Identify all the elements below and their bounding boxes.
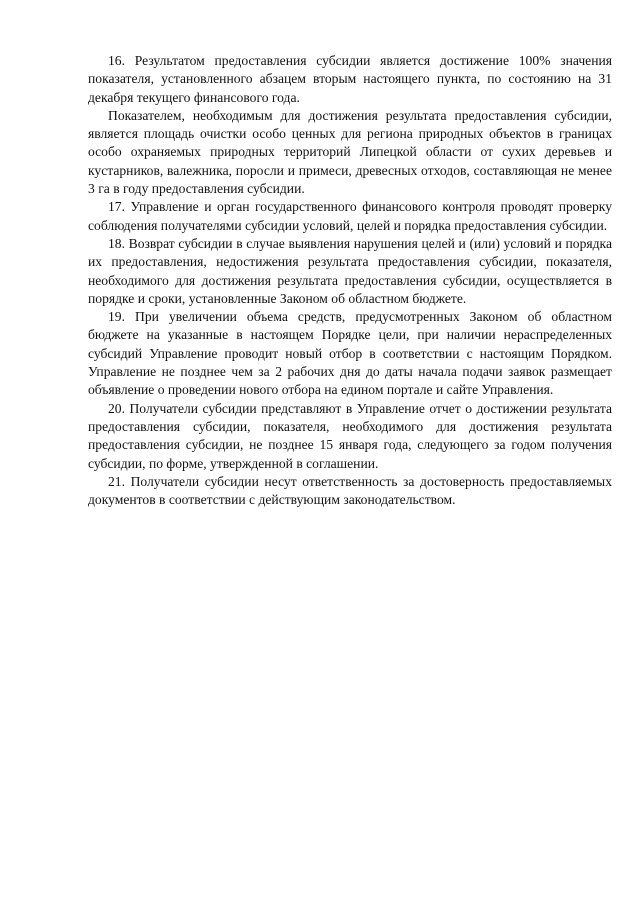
paragraph-16: 16. Результатом предоставления субсидии является достижение 100% значения показателя, установленного абзацем вторым настоящего пункта, по состоянию на 31 декабря текущего финансового года.: [88, 53, 612, 105]
document-body: [88, 52, 612, 509]
paragraph-21: 21. Получатели субсидии несут ответственность за достоверность предоставляемых документов в соответствии с действующим законодательством.: [88, 473, 612, 508]
paragraph-17: 17. Управление и орган государственного финансового контроля проводят проверку соблюдения получателями субсидии условий, целей и порядка предоставления субсидии.: [88, 199, 612, 233]
paragraph-18: 18. Возврат субсидии в случае выявления нарушения целей и (или) условий и порядка их предоставления, недостижения результата предоставления субсидии, показателя, необходимого для достижения результата предоставления субсидии, осуществляется в порядке и сроки, установленные Законом об областном бюджете.: [88, 235, 612, 306]
paragraph-20: 20. Получатели субсидии представляют в Управление отчет о достижении результата предоставления субсидии, показателя, необходимого для достижения результата предоставления субсидии, не позднее 15 января года, следующего за годом получения субсидии, по форме, утвержденной в соглашении.: [88, 400, 612, 471]
paragraph-19: 19. При увеличении объема средств, предусмотренных Законом об областном бюджете на указанные в настоящем Порядке цели, при наличии нераспределенных субсидий Управление проводит новый отбор в соответствии с настоящим Порядком. Управление не позднее чем за 2 рабочих дня до даты начала подачи заявок размещает объявление о проведении нового отбора на едином портале и сайте Управления.: [88, 309, 612, 398]
paragraph-indicator: Показателем, необходимым для достижения результата предоставления субсидии, является площадь очистки особо ценных для региона природных объектов в границах особо охраняемых природных территорий Липецкой области от сухих деревьев и кустарников, валежника, поросли и примеси, древесных отходов, составляющая не менее 3 га в году предоставления субсидии.: [88, 107, 612, 197]
